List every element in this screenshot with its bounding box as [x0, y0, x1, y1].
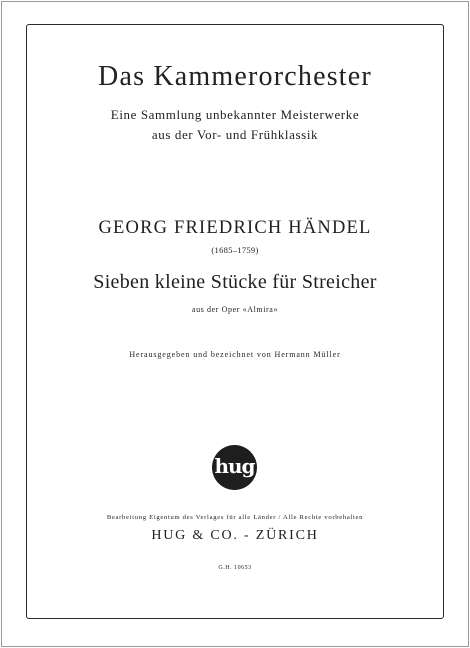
- work-title: Sieben kleine Stücke für Streicher: [93, 271, 377, 293]
- publisher-logo: [212, 445, 257, 490]
- composer-dates: (1685–1759): [211, 245, 259, 255]
- plate-number: G.H. 10653: [218, 565, 252, 571]
- editor-credit: Herausgegeben und bezeichnet von Hermann Müller: [129, 350, 341, 359]
- series-title: Das Kammerorchester: [98, 61, 372, 92]
- publisher-name: HUG & CO. - ZÜRICH: [151, 528, 319, 543]
- series-subtitle-line-1: Eine Sammlung unbekannter Meisterwerke: [110, 107, 360, 122]
- work-subtitle: aus der Oper «Almira»: [191, 305, 279, 314]
- publisher-logo-text: hug: [214, 454, 255, 478]
- series-subtitle-line-2: aus der Vor- und Frühklassik: [151, 127, 319, 142]
- composer-name: GEORG FRIEDRICH HÄNDEL: [98, 218, 372, 238]
- rights-notice: Bearbeitung Eigentum des Verlages für alle Länder / Alle Rechte vorbehalten: [106, 514, 364, 521]
